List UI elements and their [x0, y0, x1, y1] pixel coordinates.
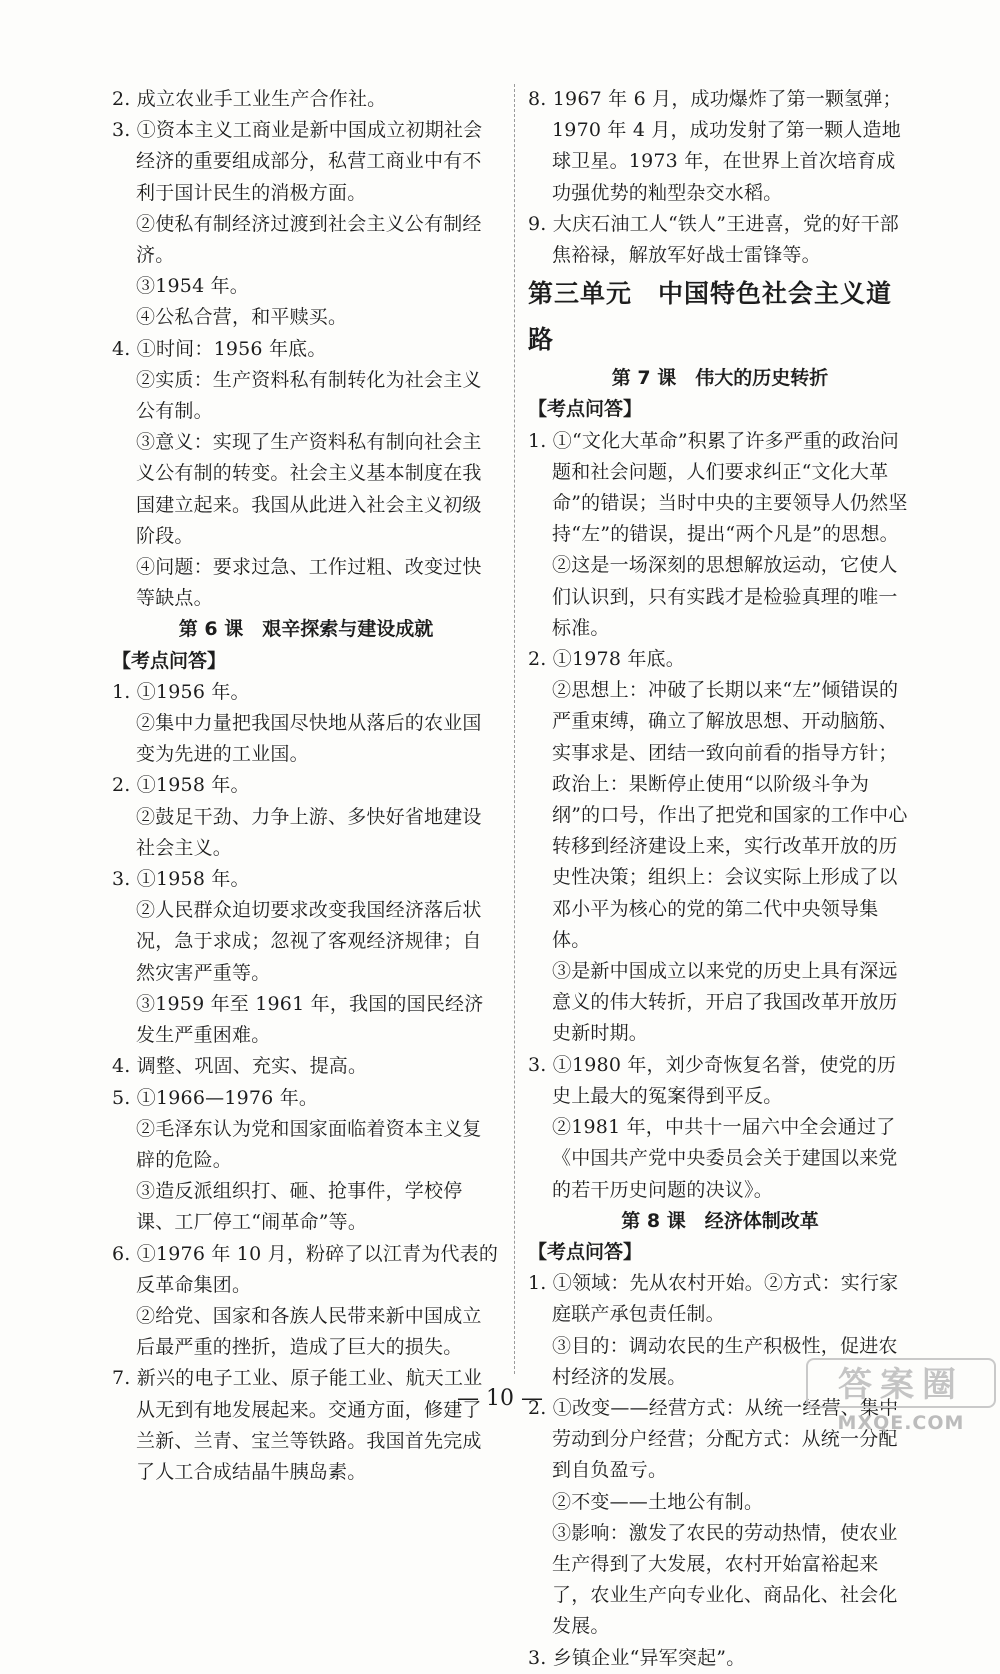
- answer-subitem: ③目的：调动农民的生产积极性，促进农村经济的发展。: [552, 1334, 898, 1388]
- answer-item: 8. 1967 年 6 月，成功爆炸了第一颗氢弹；1970 年 4 月，成功发射了第一颗人造地球卫星。1973 年，在世界上首次培育成功强优势的籼型杂交水稻。: [528, 88, 902, 204]
- unit-title: 中国特色社会主义道路: [528, 279, 893, 355]
- unit-number: 第三单元: [528, 279, 633, 309]
- answer-item: 3. 乡镇企业“异军突起”。: [528, 1646, 746, 1669]
- answer-subitem: ②鼓足干劲、力争上游、多快好省地建设社会主义。: [136, 805, 482, 859]
- answer-subitem: ②不变——土地公有制。: [552, 1490, 764, 1513]
- answer-subitem: ②这是一场深刻的思想解放运动，它使人们认识到，只有实践才是检验真理的唯一标准。: [552, 554, 898, 639]
- lesson-heading: 第 7 课 伟大的历史转折: [611, 367, 829, 390]
- lesson-heading: 第 6 课 艰辛探索与建设成就: [178, 618, 434, 641]
- answer-item: 1. ①1956 年。: [112, 680, 250, 703]
- answer-item: 6. ①1976 年 10 月，粉碎了以江青为代表的反革命集团。: [112, 1242, 499, 1296]
- answer-item: 1. ①领域：先从农村开始。②方式：实行家庭联产承包责任制。: [528, 1272, 899, 1326]
- answer-subitem: ②给党、国家和各族人民带来新中国成立后最严重的挫折，造成了巨大的损失。: [136, 1304, 482, 1359]
- answer-subitem: ②人民群众迫切要求改变我国经济落后状况，急于求成；忽视了客观经济规律；自然灾害严重等。: [136, 899, 482, 984]
- answer-item: 5. ①1966—1976 年。: [112, 1086, 319, 1109]
- watermark-logo: [806, 1358, 996, 1438]
- answer-item: 7. 新兴的电子工业、原子能工业、航天工业从无到有地发展起来。交通方面，修建了兰新、兰青、宝兰等铁路。我国首先完成了人工合成结晶牛胰岛素。: [112, 1367, 483, 1483]
- answer-subitem: ②1981 年，中共十一届六中全会通过了《中国共产党中央委员会关于建国以来党的若干历史问题的决议》。: [552, 1116, 898, 1201]
- answer-item: 4. 调整、巩固、充实、提高。: [112, 1055, 368, 1078]
- lesson-heading: 第 8 课 经济体制改革: [621, 1209, 819, 1232]
- section-tag: 【考点问答】: [528, 398, 643, 421]
- answer-subitem: ③意义：实现了生产资料私有制向社会主义公有制的转变。社会主义基本制度在我国建立起来。我国从此进入社会主义初级阶段。: [136, 431, 482, 547]
- answer-item: 2. ①改变——经营方式：从统一经营、集中劳动到分户经营；分配方式：从统一分配到自负盈亏。: [528, 1396, 899, 1482]
- answer-subitem: ④问题：要求过急、工作过粗、改变过快等缺点。: [136, 556, 482, 610]
- answer-subitem: ③造反派组织打、砸、抢事件，学校停课、工厂停工“闹革命”等。: [136, 1180, 463, 1234]
- column-divider: [514, 84, 516, 1374]
- answer-subitem: ②实质：生产资料私有制转化为社会主义公有制。: [136, 368, 482, 423]
- unit-heading: [528, 271, 912, 363]
- answer-subitem: ③1959 年至 1961 年，我国的国民经济发生严重困难。: [136, 992, 484, 1047]
- answer-subitem: ②毛泽东认为党和国家面临着资本主义复辟的危险。: [136, 1117, 482, 1171]
- answer-item: 2. 成立农业手工业生产合作社。: [112, 88, 387, 110]
- answer-subitem: ③影响：激发了农民的劳动热情，使农业生产得到了大发展，农村开始富裕起来了，农业生产向专业化、商品化、社会化发展。: [552, 1521, 898, 1638]
- answer-item: 3. ①1958 年。: [112, 868, 250, 891]
- watermark-logo-text: 答案圈: [806, 1358, 996, 1408]
- answer-item: 9. 大庆石油工人“铁人”王进喜，党的好干部焦裕禄，解放军好战士雷锋等。: [528, 212, 899, 267]
- answer-item: 2. ①1978 年底。: [528, 648, 685, 671]
- section-tag: 【考点问答】: [112, 649, 227, 672]
- section-tag: 【考点问答】: [528, 1240, 643, 1263]
- answer-subitem: ②思想上：冲破了长期以来“左”倾错误的严重束缚，确立了解放思想、开动脑筋、实事求是、团结一致向前看的指导方针；政治上：果断停止使用“以阶级斗争为纲”的口号，作出了把党和国家的工作中心转移到经济建设上来，实行改革开放的历史性决策；组织上：会议实际上形成了以邓小平为核心的党的第二代中央领导集体。: [552, 679, 908, 951]
- answer-subitem: ②使私有制经济过渡到社会主义公有制经济。: [136, 212, 482, 267]
- answer-subitem: ③是新中国成立以来党的历史上具有深远意义的伟大转折，开启了我国改革开放历史新时期。: [552, 960, 898, 1045]
- watermark-site-text: MXQE.COM: [837, 1412, 965, 1434]
- page-number: — 10 —: [457, 1386, 543, 1411]
- left-column: [112, 84, 500, 1488]
- answer-item: 3. ①资本主义工商业是新中国成立初期社会经济的重要组成部分，私营工商业中有不利于国计民生的消极方面。: [112, 119, 483, 204]
- answer-subitem: ③1954 年。: [136, 275, 249, 298]
- answer-subitem: ②集中力量把我国尽快地从落后的农业国变为先进的工业国。: [136, 712, 482, 766]
- answer-item: 3. ①1980 年，刘少奇恢复名誉，使党的历史上最大的冤案得到平反。: [528, 1053, 897, 1107]
- answer-subitem: ④公私合营，和平赎买。: [136, 306, 348, 329]
- answer-item: 1. ①“文化大革命”积累了许多严重的政治问题和社会问题，人们要求纠正“文化大革命”的错误；当时中央的主要领导人仍然坚持“左”的错误，提出“两个凡是”的思想。: [528, 429, 908, 546]
- answer-item: 4. ①时间：1956 年底。: [112, 337, 327, 360]
- answer-item: 2. ①1958 年。: [112, 774, 250, 797]
